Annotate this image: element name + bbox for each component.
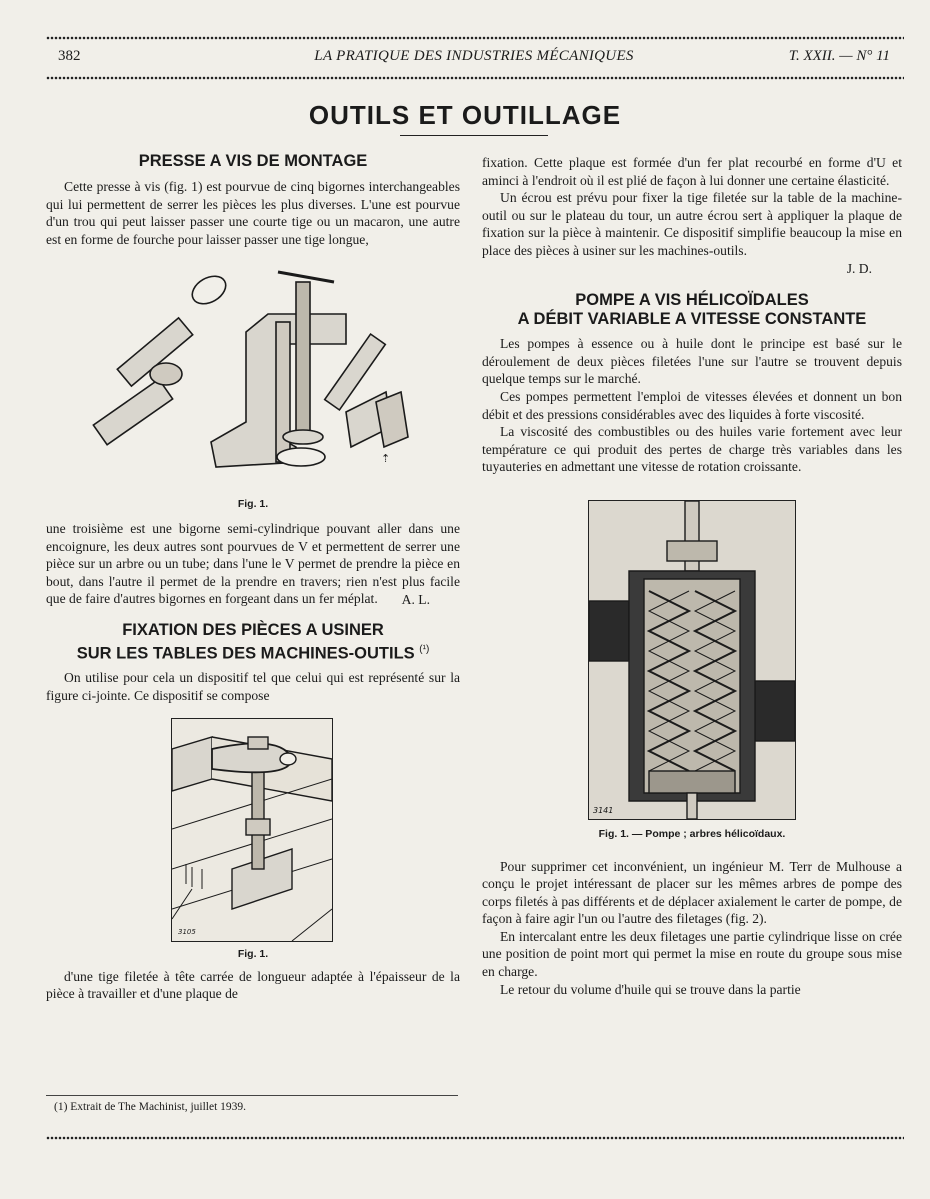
- article2-signature: J. D.: [846, 260, 872, 276]
- article1-signature: A. L.: [401, 591, 430, 607]
- article1-figure-caption: Fig. 1.: [237, 498, 269, 511]
- article3-figure-caption: Fig. 1. — Pompe ; arbres hélicoïdaux.: [598, 827, 786, 840]
- footnote-rule: [46, 1095, 458, 1096]
- article3-title-line2: A DÉBIT VARIABLE A VITESSE CONSTANTE: [517, 310, 867, 329]
- running-header: [58, 48, 890, 68]
- left-column: [46, 152, 460, 1003]
- article3-paragraph: Ces pompes permettent l'emploi de vitesses élevées et donnent un bon débit et des pressions considérables avec des liquides à forte viscosité.: [482, 388, 902, 422]
- article2-footnote-ref: (¹): [419, 643, 430, 655]
- section-title: OUTILS ET OUTILLAGE: [308, 100, 622, 130]
- article2-title: [46, 621, 460, 664]
- article3-title-line1: POMPE A VIS HÉLICOÏDALES: [575, 291, 809, 310]
- article2-title-line1: FIXATION DES PIÈCES A USINER: [122, 620, 384, 639]
- section-title-rule: [400, 135, 548, 136]
- article3-paragraph: La viscosité des combustibles ou des huiles varie fortement avec leur température ce qui produit des pertes de charge très variables dans les tuyauteries en admettant une vitesse de rotation croissante.: [482, 424, 902, 475]
- footnote: (1) Extrait de The Machinist, juillet 1939.: [54, 1101, 247, 1113]
- article1-paragraph: Cette presse à vis (fig. 1) est pourvue de cinq bigornes interchangeables qui lui permettent de serrer les pièces les plus diverses. L'une est pourvue d'un trou qui peut laisser passer une courte tige ou un macaron, une autre est en forme de fourche pour laisser passer une tige longue,: [46, 179, 460, 247]
- article3-paragraph: Les pompes à essence ou à huile dont le principe est basé sur le déroulement de deux pièces filetées l'une sur l'autre se trouvent depuis quelque temps sur le marché.: [482, 336, 902, 387]
- article2-paragraph: d'une tige filetée à tête carrée de longueur adaptée à l'épaisseur de la pièce à travailler et d'une plaque de: [46, 968, 460, 1002]
- journal-title: LA PRATIQUE DES INDUSTRIES MÉCANIQUES: [314, 48, 634, 64]
- svg-text:⇡: ⇡: [381, 452, 391, 466]
- article2-figure-caption: Fig. 1.: [237, 948, 269, 961]
- article1-title: PRESSE A VIS DE MONTAGE: [138, 152, 368, 170]
- article2-title-line2: SUR LES TABLES DES MACHINES-OUTILS: [76, 644, 415, 663]
- article1-paragraph: une troisième est une bigorne semi-cylindrique pouvant aller dans une encoignure, les deux autres sont pourvues de V et permettent de serrer une pièce sur un arbre ou un tube; dans l'une le V permet de prendre la pièce en bout, dans l'autre il permet de la prendre en travers; rien n'est plus facile que de faire d'autres bigornes en forgeant dans un fer méplat.: [46, 520, 460, 607]
- footer-border: [46, 1136, 904, 1140]
- article3-paragraph: En intercalant entre les deux filetages une partie cylindrique lisse on crée une position de point mort qui permet la mise en route du groupe sous mise en charge.: [482, 928, 902, 980]
- article3-paragraph: Le retour du volume d'huile qui se trouve dans la partie: [500, 981, 801, 997]
- article3-paragraph: Pour supprimer cet inconvénient, un ingénieur M. Terr de Mulhouse a conçu le projet intéressant de placer sur les mêmes arbres de pompe des corps filetés à pas différents et de déplacer axialement le carter de pompe, de façon à faire agir l'un ou l'autre des filetages (fig. 2).: [482, 858, 902, 927]
- figure-clamping-device: [171, 718, 333, 942]
- article3-figure-mark: 3141: [593, 805, 614, 815]
- right-column: [482, 154, 902, 998]
- article2-paragraph: Un écrou est prévu pour fixer la tige filetée sur la table de la machine-outil ou sur le plateau du tour, un autre écrou sert à appliquer la plaque de fixation sur la pièce à maintenir. Ce dispositif simplifie beaucoup la mise en place des pièces à usiner sur les machines-outils.: [482, 190, 902, 258]
- header-bottom-border: [46, 76, 904, 80]
- header-top-border: [46, 36, 904, 40]
- article2-paragraph: On utilise pour cela un dispositif tel que celui qui est représenté sur la figure ci-jointe. Ce dispositif se compose: [46, 670, 460, 703]
- article2-figure-mark: 3105: [178, 928, 196, 937]
- volume-issue: T. XXII. — N° 11: [788, 48, 890, 64]
- figure-screw-press: [46, 262, 460, 492]
- article3-title: [482, 291, 902, 329]
- page-number: 382: [58, 48, 81, 64]
- figure-helical-screw-pump: [588, 500, 796, 820]
- article2-paragraph: fixation. Cette plaque est formée d'un fer plat recourbé en forme d'U et aminci à l'endroit où il est plié de façon à lui donner une certaine élasticité.: [482, 155, 902, 188]
